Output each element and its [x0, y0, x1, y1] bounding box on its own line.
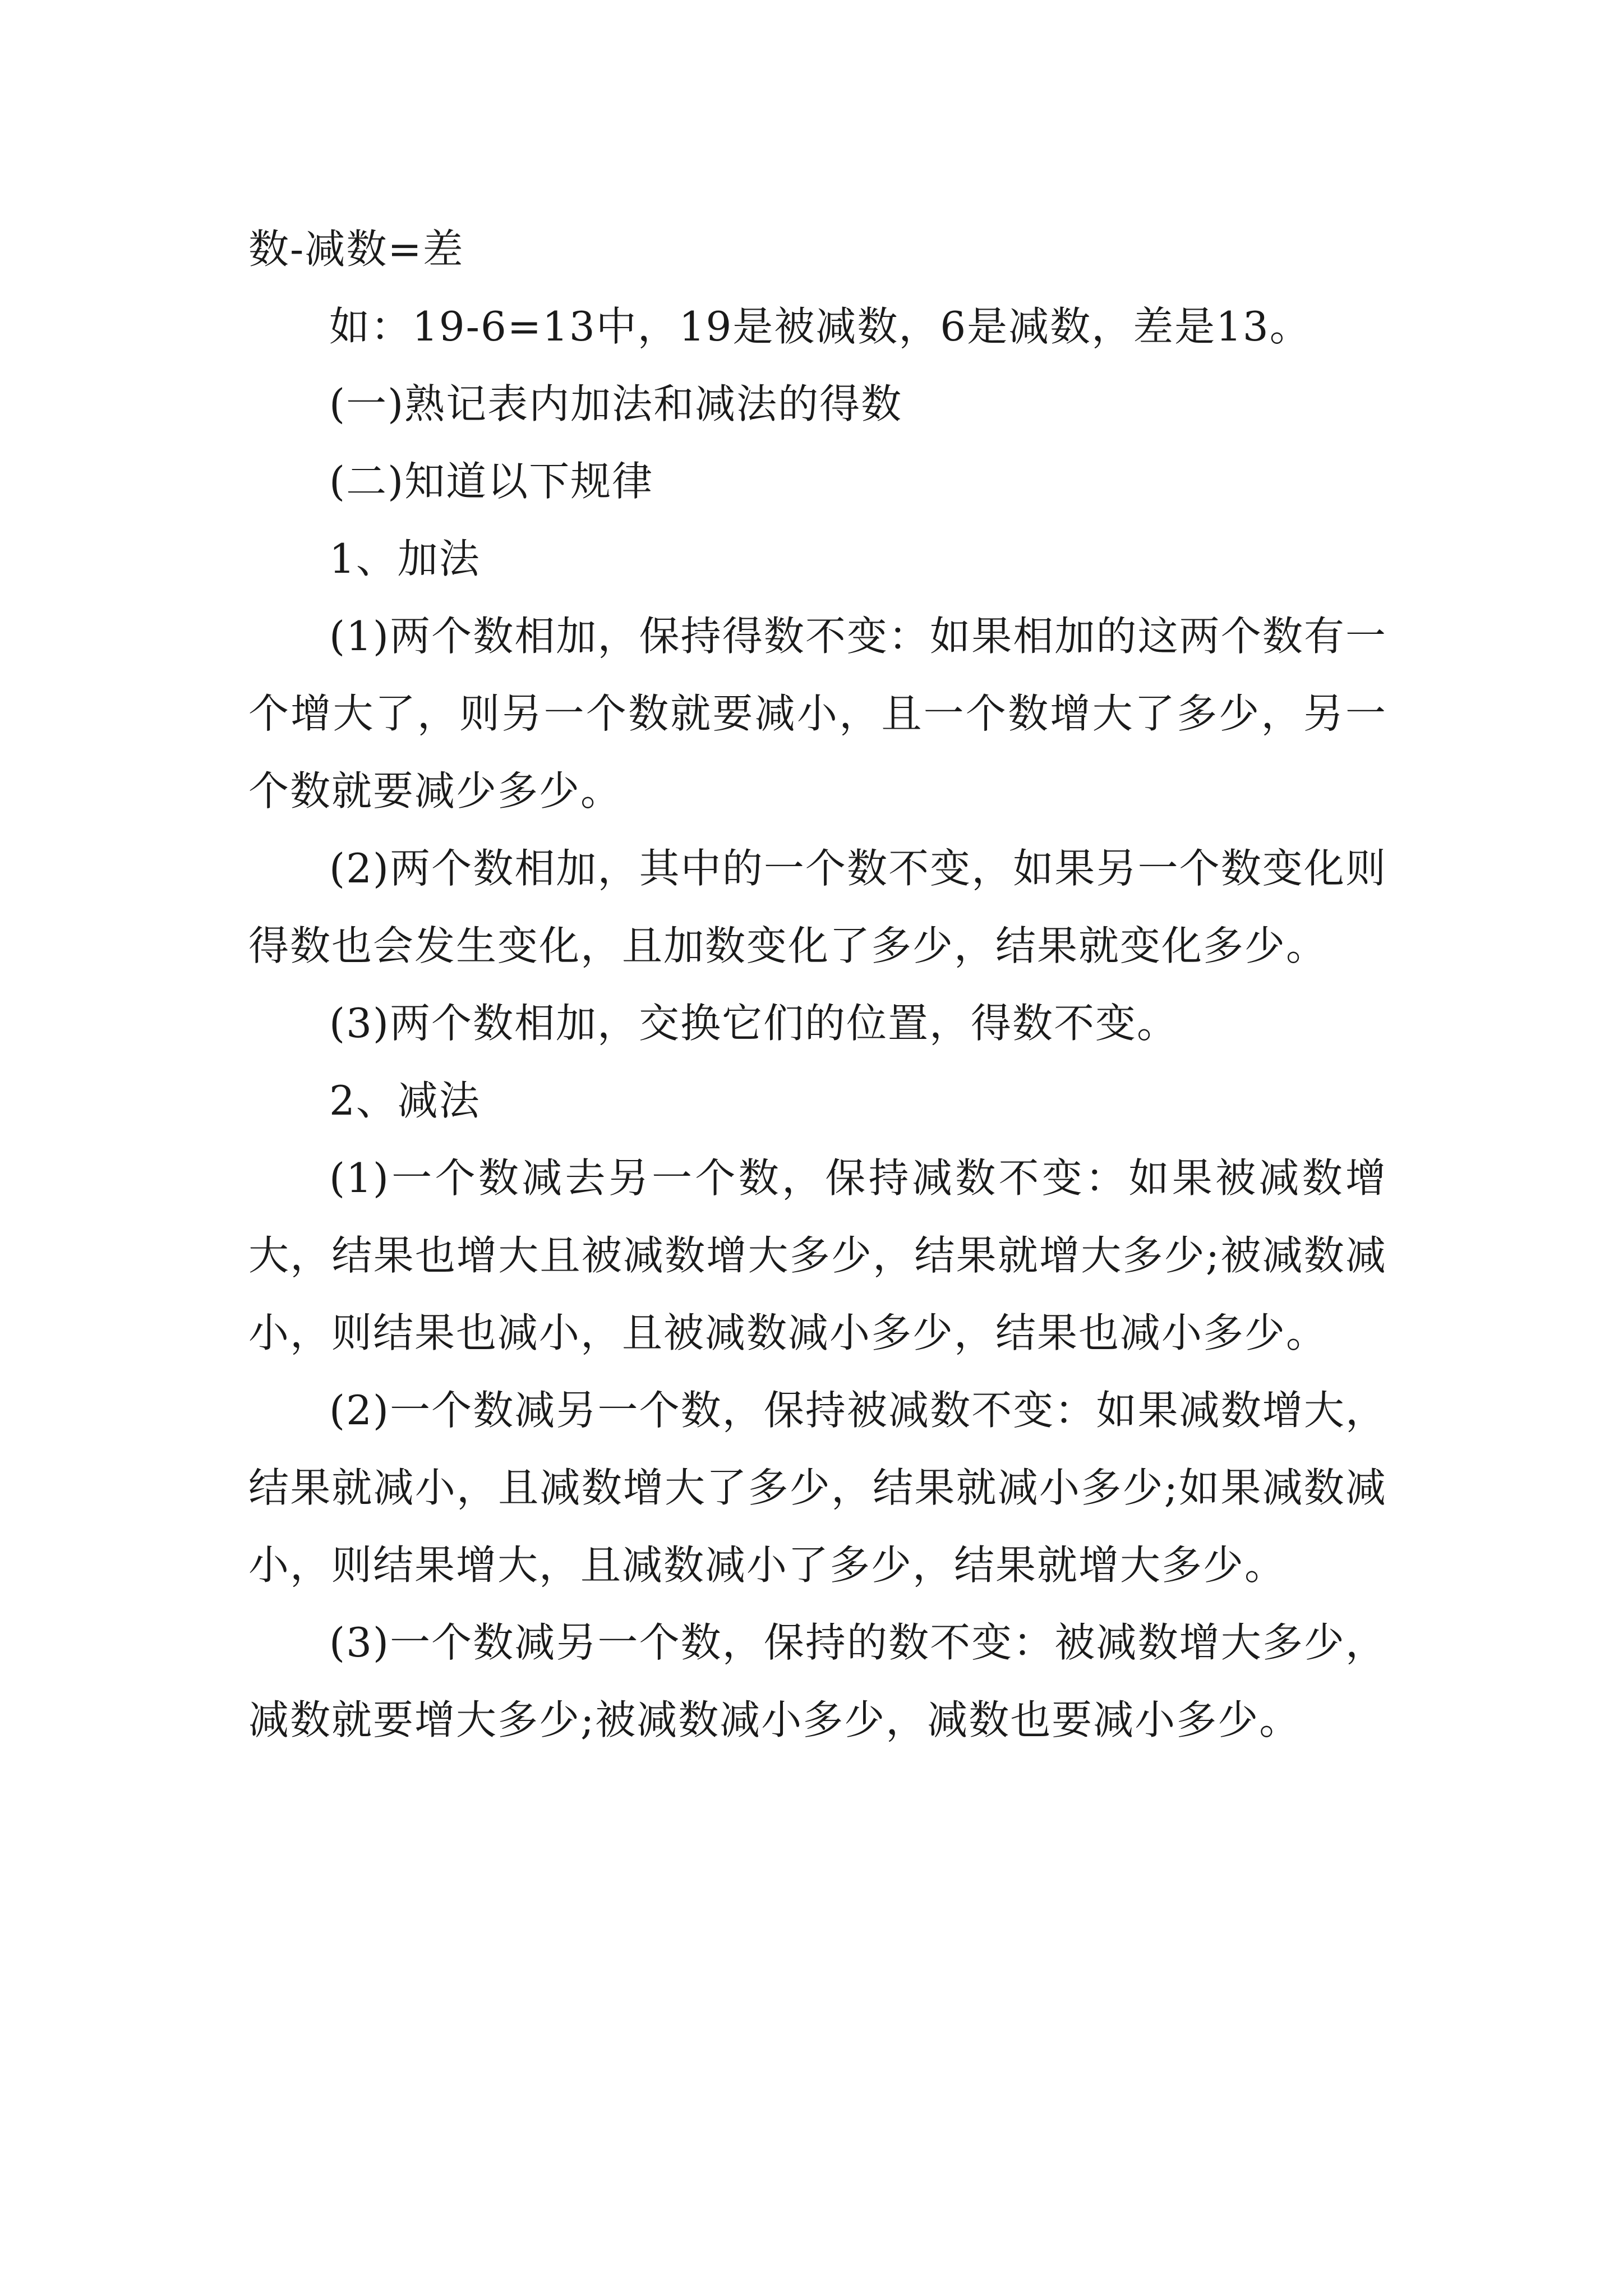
paragraph-subtraction-rule-1: (1)一个数减去另一个数，保持减数不变：如果被减数增大，结果也增大且被减数增大多少，结果就增大多少;被减数减小，则结果也减小，且被减数减小多少，结果也减小多少。 — [248, 1154, 1387, 1356]
paragraph-subtraction-rule-2: (2)一个数减另一个数，保持被减数不变：如果减数增大，结果就减小，且减数增大了多少，结果就减小多少;如果减数减小，则结果增大，且减数减小了多少，结果就增大多少。 — [248, 1387, 1387, 1589]
document-body — [248, 210, 1387, 1759]
heading-section-one: (一)熟记表内加法和减法的得数 — [329, 380, 903, 427]
paragraph-subtraction-rule-3: (3)一个数减另一个数，保持的数不变：被减数增大多少，减数就要增大多少;被减数减小多少，减数也要减小多少。 — [248, 1619, 1387, 1743]
heading-section-two: (二)知道以下规律 — [329, 458, 654, 505]
paragraph-addition-rule-2: (2)两个数相加，其中的一个数不变，如果另一个数变化则得数也会发生变化，且加数变化了多少，结果就变化多少。 — [248, 845, 1387, 969]
paragraph-addition-rule-1: (1)两个数相加，保持得数不变：如果相加的这两个数有一个增大了，则另一个数就要减小，且一个数增大了多少，另一个数就要减少多少。 — [248, 613, 1387, 815]
paragraph-addition-rule-3: (3)两个数相加，交换它们的位置，得数不变。 — [329, 1000, 1178, 1047]
heading-addition: 1、加法 — [329, 535, 481, 582]
paragraph-example: 如：19-6=13中，19是被减数，6是减数，差是13。 — [329, 303, 1311, 350]
heading-subtraction: 2、减法 — [329, 1077, 481, 1124]
paragraph-formula-continuation: 数-减数=差 — [248, 226, 464, 273]
